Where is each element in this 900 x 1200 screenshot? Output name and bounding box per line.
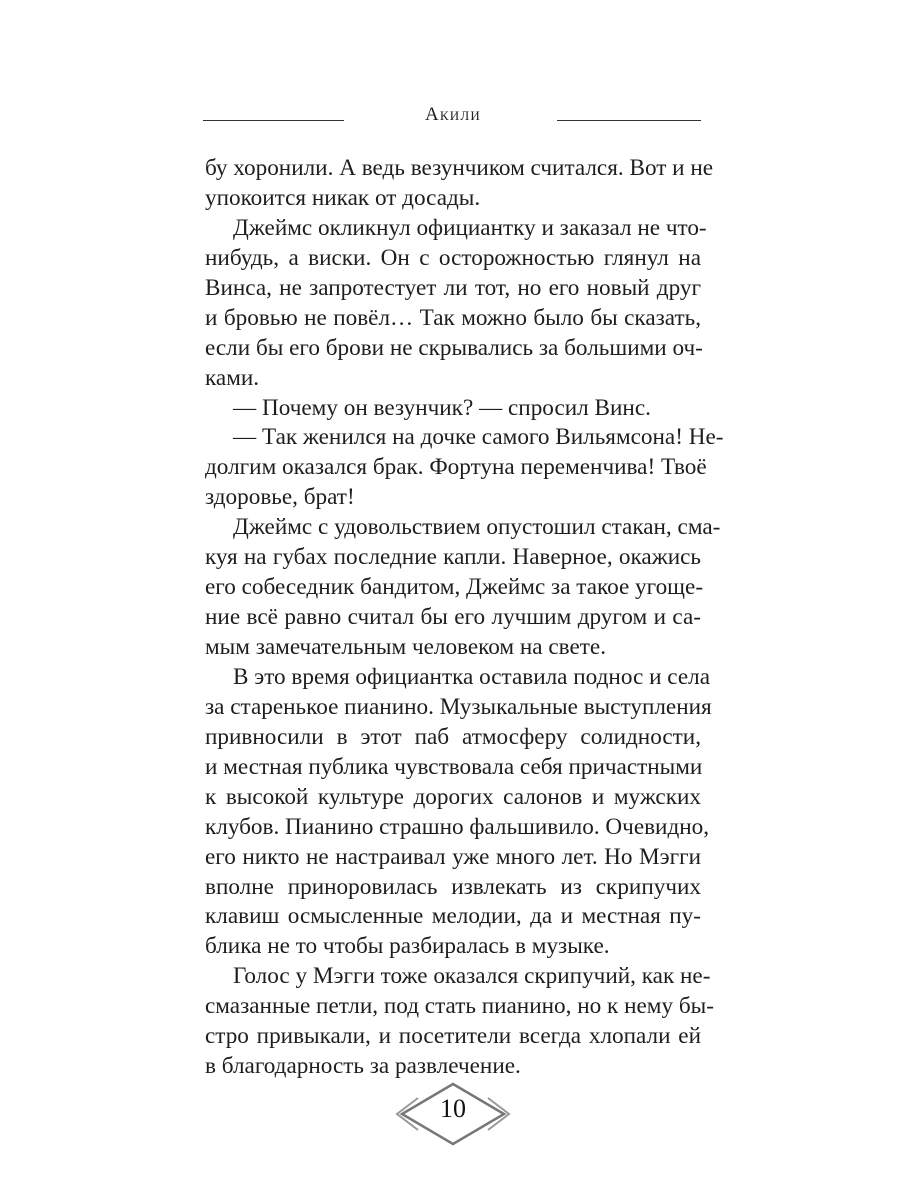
running-head: Акили (425, 104, 481, 125)
text-line: вполне приноровилась извлекать из скрипучих (205, 873, 701, 900)
text-line: в благодарность за развлечение. (205, 1053, 521, 1080)
text-line: стро привыкали, и посетители всегда хлопали ей (205, 1023, 701, 1050)
text-line: Джеймс с удовольствием опустошил стакан, сма- (233, 514, 721, 541)
text-line: долгим оказался брак. Фортуна переменчива! Твоё (205, 454, 707, 481)
text-line: — Почему он везунчик? — спросил Винс. (233, 394, 651, 421)
body-text (205, 154, 724, 1082)
text-line: клубов. Пианино страшно фальшивило. Очевидно, (205, 813, 710, 840)
text-line: Джеймс окликнул официантку и заказал не что- (233, 214, 707, 241)
text-line: если бы его брови не скрывались за большими оч- (205, 334, 703, 361)
text-line: бу хоронили. А ведь везунчиком считался. Вот и не (205, 155, 714, 181)
text-line: мым замечательным человеком на свете. (205, 634, 606, 660)
text-line: его собеседник бандитом, Джеймс за такое угоще- (205, 574, 704, 601)
page-number: 10 (440, 1094, 466, 1123)
text-line: Винса, не запротестует ли тот, но его новый друг (205, 274, 701, 301)
text-line: ние всё равно считал бы его лучшим другом и са- (205, 604, 701, 631)
header-rule-left (203, 120, 344, 121)
text-line: В это время официантка оставила поднос и села (233, 663, 711, 690)
text-line: куя на губах последние капли. Наверное, окажись (205, 544, 701, 571)
text-line: смазанные петли, под стать пианино, но к нему бы- (205, 993, 714, 1020)
text-line: нибудь, а виски. Он с осторожностью глянул на (205, 244, 701, 271)
text-line: и бровью не повёл… Так можно было бы сказать, (205, 304, 701, 331)
text-line: клавиш осмысленные мелодии, да и местная пу- (205, 903, 701, 930)
text-line: за старенькое пианино. Музыкальные выступления (205, 693, 712, 720)
text-line: блика не то чтобы разбиралась в музыке. (205, 933, 610, 960)
header-rule-right (557, 120, 701, 121)
text-line: — Так женился на дочке самого Вильямсона! Не- (233, 424, 724, 451)
text-line: ками. (205, 364, 260, 391)
text-line: и местная публика чувствовала себя причастными (205, 753, 703, 780)
text-line: привносили в этот паб атмосферу солидности, (205, 723, 701, 750)
text-line: к высокой культуре дорогих салонов и мужских (205, 783, 701, 810)
text-line: упокоится никак от досады. (205, 184, 481, 211)
text-line: его никто не настраивал уже много лет. Но Мэгги (205, 843, 701, 870)
text-line: Голос у Мэгги тоже оказался скрипучий, как не- (233, 963, 711, 990)
text-line: здоровье, брат! (205, 484, 355, 511)
